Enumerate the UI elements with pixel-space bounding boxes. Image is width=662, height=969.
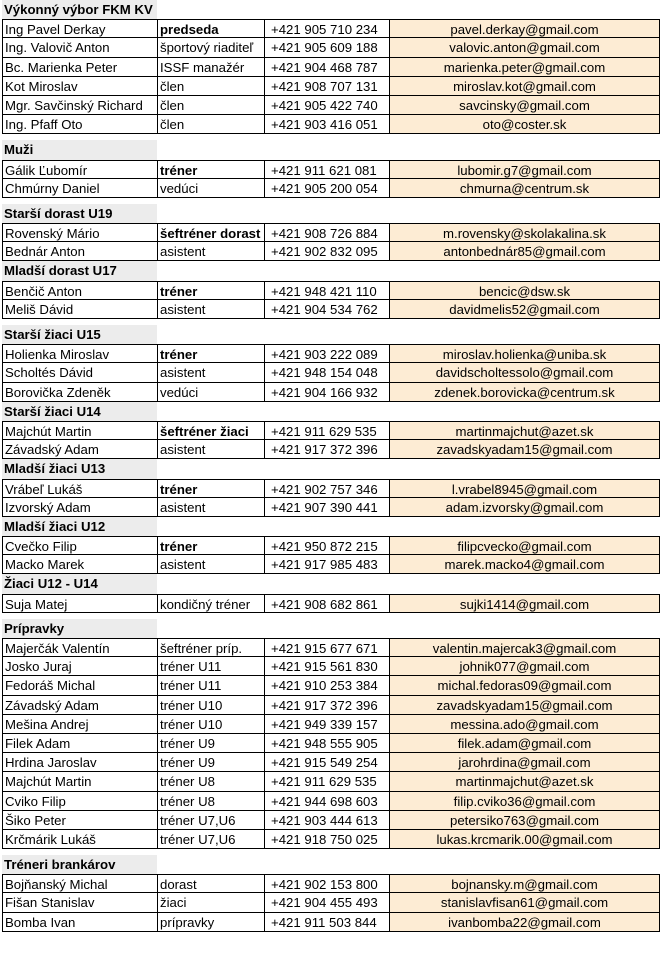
email-cell: adam.izvorsky@gmail.com: [389, 498, 660, 517]
section-header: [2, 619, 660, 638]
section-header-blank: [264, 619, 389, 638]
section-header-blank: [389, 204, 660, 223]
email-cell: chmurna@centrum.sk: [389, 179, 660, 198]
role-cell: člen: [157, 77, 264, 96]
email-cell: stanislavfisan61@gmail.com: [389, 893, 660, 912]
role-cell: tréner U8: [157, 772, 264, 791]
section-header-blank: [389, 517, 660, 536]
role-cell: tréner U10: [157, 696, 264, 715]
email-cell: filek.adam@gmail.com: [389, 734, 660, 753]
section-header-blank: [264, 261, 389, 280]
section-header-blank: [157, 204, 264, 223]
role-cell: tréner U9: [157, 734, 264, 753]
email-cell: johnik077@gmail.com: [389, 657, 660, 676]
name-cell: Fišan Stanislav: [2, 893, 157, 912]
role-cell: asistent: [157, 300, 264, 319]
section-header-blank: [389, 459, 660, 478]
name-cell: Ing Pavel Derkay: [2, 19, 157, 38]
email-cell: valovic.anton@gmail.com: [389, 38, 660, 57]
table-row: [2, 19, 660, 38]
name-cell: Majerčák Valentín: [2, 638, 157, 657]
section-title: Starší dorast U19: [2, 204, 157, 223]
section-title: Starší žiaci U14: [2, 402, 157, 421]
phone-cell: +421 903 444 613: [264, 811, 389, 830]
table-row: [2, 363, 660, 382]
phone-cell: +421 908 707 131: [264, 77, 389, 96]
email-cell: bencic@dsw.sk: [389, 281, 660, 300]
table-row: [2, 734, 660, 753]
phone-cell: +421 917 372 396: [264, 696, 389, 715]
table-row: [2, 657, 660, 676]
phone-cell: +421 948 421 110: [264, 281, 389, 300]
role-cell: tréner U8: [157, 792, 264, 811]
name-cell: Bc. Marienka Peter: [2, 58, 157, 77]
role-cell: tréner U11: [157, 676, 264, 695]
table-row: [2, 179, 660, 198]
email-cell: l.vrabel8945@gmail.com: [389, 479, 660, 498]
role-cell: tréner U7,U6: [157, 830, 264, 849]
email-cell: antonbednár85@gmail.com: [389, 242, 660, 261]
email-cell: michal.fedoras09@gmail.com: [389, 676, 660, 695]
section-header-blank: [157, 517, 264, 536]
section-title: Mladší žiaci U12: [2, 517, 157, 536]
table-row: [2, 242, 660, 261]
role-cell: šeftréner žiaci: [157, 421, 264, 440]
name-cell: Mgr. Savčinský Richard: [2, 96, 157, 115]
section-title: Tréneri brankárov: [2, 855, 157, 874]
table-row: [2, 300, 660, 319]
section-header: [2, 0, 660, 19]
section-header-blank: [389, 855, 660, 874]
name-cell: Ing. Pfaff Oto: [2, 115, 157, 134]
phone-cell: +421 911 621 081: [264, 160, 389, 179]
phone-cell: +421 911 629 535: [264, 421, 389, 440]
role-cell: predseda: [157, 19, 264, 38]
role-cell: člen: [157, 115, 264, 134]
phone-cell: +421 902 153 800: [264, 874, 389, 893]
section-header-blank: [264, 0, 389, 19]
role-cell: tréner U11: [157, 657, 264, 676]
role-cell: tréner U7,U6: [157, 811, 264, 830]
phone-cell: +421 907 390 441: [264, 498, 389, 517]
name-cell: Ing. Valovič Anton: [2, 38, 157, 57]
section-header: [2, 204, 660, 223]
name-cell: Kot Miroslav: [2, 77, 157, 96]
table-row: [2, 498, 660, 517]
name-cell: Meliš Dávid: [2, 300, 157, 319]
section-header: [2, 517, 660, 536]
email-cell: davidscholtessolo@gmail.com: [389, 363, 660, 382]
section-header-blank: [389, 0, 660, 19]
phone-cell: +421 903 222 089: [264, 344, 389, 363]
phone-cell: +421 902 757 346: [264, 479, 389, 498]
email-cell: zdenek.borovicka@centrum.sk: [389, 383, 660, 402]
table-row: [2, 811, 660, 830]
phone-cell: +421 904 468 787: [264, 58, 389, 77]
section-header-blank: [157, 459, 264, 478]
section-header-blank: [157, 619, 264, 638]
role-cell: šeftréner dorast: [157, 223, 264, 242]
section-header-blank: [264, 325, 389, 344]
name-cell: Gálik Ľubomír: [2, 160, 157, 179]
section-title: Žiaci U12 - U14: [2, 574, 157, 593]
section-header: [2, 140, 660, 159]
email-cell: pavel.derkay@gmail.com: [389, 19, 660, 38]
section-header: [2, 855, 660, 874]
section-header-blank: [264, 517, 389, 536]
name-cell: Josko Juraj: [2, 657, 157, 676]
email-cell: valentin.majercak3@gmail.com: [389, 638, 660, 657]
table-row: [2, 38, 660, 57]
role-cell: kondičný tréner: [157, 594, 264, 613]
section-title: Prípravky: [2, 619, 157, 638]
role-cell: asistent: [157, 498, 264, 517]
role-cell: člen: [157, 96, 264, 115]
phone-cell: +421 905 200 054: [264, 179, 389, 198]
table-row: [2, 913, 660, 932]
email-cell: filipcvecko@gmail.com: [389, 536, 660, 555]
name-cell: Filek Adam: [2, 734, 157, 753]
table-row: [2, 792, 660, 811]
role-cell: vedúci: [157, 383, 264, 402]
email-cell: messina.ado@gmail.com: [389, 715, 660, 734]
phone-cell: +421 917 372 396: [264, 440, 389, 459]
table-row: [2, 555, 660, 574]
name-cell: Chmúrny Daniel: [2, 179, 157, 198]
table-row: [2, 676, 660, 695]
table-row: [2, 421, 660, 440]
phone-cell: +421 904 455 493: [264, 893, 389, 912]
table-row: [2, 58, 660, 77]
phone-cell: +421 902 832 095: [264, 242, 389, 261]
name-cell: Scholtés Dávid: [2, 363, 157, 382]
email-cell: jarohrdina@gmail.com: [389, 753, 660, 772]
table-row: [2, 536, 660, 555]
section-header-blank: [389, 574, 660, 593]
phone-cell: +421 915 561 830: [264, 657, 389, 676]
email-cell: miroslav.holienka@uniba.sk: [389, 344, 660, 363]
email-cell: bojnansky.m@gmail.com: [389, 874, 660, 893]
name-cell: Mešina Andrej: [2, 715, 157, 734]
phone-cell: +421 950 872 215: [264, 536, 389, 555]
table-row: [2, 830, 660, 849]
email-cell: savcinsky@gmail.com: [389, 96, 660, 115]
phone-cell: +421 948 555 905: [264, 734, 389, 753]
section-header-blank: [264, 402, 389, 421]
phone-cell: +421 948 154 048: [264, 363, 389, 382]
email-cell: ivanbomba22@gmail.com: [389, 913, 660, 932]
section-header-blank: [264, 855, 389, 874]
section-header-blank: [264, 204, 389, 223]
role-cell: tréner U10: [157, 715, 264, 734]
table-row: [2, 638, 660, 657]
phone-cell: +421 908 682 861: [264, 594, 389, 613]
name-cell: Benčič Anton: [2, 281, 157, 300]
phone-cell: +421 903 416 051: [264, 115, 389, 134]
email-cell: filip.cviko36@gmail.com: [389, 792, 660, 811]
role-cell: tréner: [157, 281, 264, 300]
table-row: [2, 77, 660, 96]
phone-cell: +421 905 609 188: [264, 38, 389, 57]
email-cell: sujki1414@gmail.com: [389, 594, 660, 613]
name-cell: Holienka Miroslav: [2, 344, 157, 363]
name-cell: Bomba Ivan: [2, 913, 157, 932]
role-cell: tréner: [157, 536, 264, 555]
section-header-blank: [389, 261, 660, 280]
email-cell: martinmajchut@azet.sk: [389, 421, 660, 440]
phone-cell: +421 915 677 671: [264, 638, 389, 657]
name-cell: Borovička Zdeněk: [2, 383, 157, 402]
section-title: Výkonný výbor FKM KV: [2, 0, 157, 19]
phone-cell: +421 944 698 603: [264, 792, 389, 811]
phone-cell: +421 904 166 932: [264, 383, 389, 402]
section-header-blank: [157, 0, 264, 19]
phone-cell: +421 911 503 844: [264, 913, 389, 932]
section-header: [2, 574, 660, 593]
email-cell: marienka.peter@gmail.com: [389, 58, 660, 77]
table-row: [2, 344, 660, 363]
email-cell: oto@coster.sk: [389, 115, 660, 134]
name-cell: Rovenský Mário: [2, 223, 157, 242]
section-header-blank: [157, 402, 264, 421]
section-header-blank: [389, 402, 660, 421]
name-cell: Závadský Adam: [2, 440, 157, 459]
name-cell: Suja Matej: [2, 594, 157, 613]
section-header: [2, 325, 660, 344]
email-cell: marek.macko4@gmail.com: [389, 555, 660, 574]
role-cell: asistent: [157, 555, 264, 574]
table-row: [2, 281, 660, 300]
name-cell: Majchút Martin: [2, 421, 157, 440]
section-header-blank: [264, 140, 389, 159]
table-row: [2, 479, 660, 498]
name-cell: Cvečko Filip: [2, 536, 157, 555]
email-cell: davidmelis52@gmail.com: [389, 300, 660, 319]
phone-cell: +421 918 750 025: [264, 830, 389, 849]
phone-cell: +421 917 985 483: [264, 555, 389, 574]
section-title: Muži: [2, 140, 157, 159]
phone-cell: +421 904 534 762: [264, 300, 389, 319]
role-cell: asistent: [157, 440, 264, 459]
section-header: [2, 402, 660, 421]
name-cell: Šiko Peter: [2, 811, 157, 830]
name-cell: Cviko Filip: [2, 792, 157, 811]
section-header-blank: [157, 855, 264, 874]
phone-cell: +421 949 339 157: [264, 715, 389, 734]
table-row: [2, 772, 660, 791]
phone-cell: +421 908 726 884: [264, 223, 389, 242]
section-header-blank: [389, 325, 660, 344]
contact-sheet: [2, 0, 660, 932]
name-cell: Bednár Anton: [2, 242, 157, 261]
role-cell: tréner: [157, 344, 264, 363]
table-row: [2, 874, 660, 893]
role-cell: športový riaditeľ: [157, 38, 264, 57]
role-cell: tréner: [157, 160, 264, 179]
section-header-blank: [389, 140, 660, 159]
email-cell: lubomir.g7@gmail.com: [389, 160, 660, 179]
email-cell: m.rovensky@skolakalina.sk: [389, 223, 660, 242]
name-cell: Vrábeľ Lukáš: [2, 479, 157, 498]
name-cell: Krčmárik Lukáš: [2, 830, 157, 849]
role-cell: ISSF manažér: [157, 58, 264, 77]
section-title: Mladší žiaci U13: [2, 459, 157, 478]
table-row: [2, 383, 660, 402]
role-cell: prípravky: [157, 913, 264, 932]
role-cell: tréner: [157, 479, 264, 498]
role-cell: vedúci: [157, 179, 264, 198]
role-cell: šeftréner príp.: [157, 638, 264, 657]
section-header-blank: [157, 140, 264, 159]
name-cell: Fedoráš Michal: [2, 676, 157, 695]
table-row: [2, 96, 660, 115]
phone-cell: +421 905 422 740: [264, 96, 389, 115]
section-header-blank: [157, 261, 264, 280]
email-cell: martinmajchut@azet.sk: [389, 772, 660, 791]
section-header: [2, 459, 660, 478]
phone-cell: +421 910 253 384: [264, 676, 389, 695]
name-cell: Bojňanský Michal: [2, 874, 157, 893]
section-header: [2, 261, 660, 280]
section-header-blank: [264, 574, 389, 593]
name-cell: Izvorský Adam: [2, 498, 157, 517]
phone-cell: +421 911 629 535: [264, 772, 389, 791]
section-title: Starší žiaci U15: [2, 325, 157, 344]
name-cell: Hrdina Jaroslav: [2, 753, 157, 772]
role-cell: asistent: [157, 242, 264, 261]
email-cell: zavadskyadam15@gmail.com: [389, 696, 660, 715]
email-cell: lukas.krcmarik.00@gmail.com: [389, 830, 660, 849]
table-row: [2, 223, 660, 242]
section-title: Mladší dorast U17: [2, 261, 157, 280]
section-header-blank: [389, 619, 660, 638]
table-row: [2, 753, 660, 772]
table-row: [2, 696, 660, 715]
role-cell: žiaci: [157, 893, 264, 912]
table-row: [2, 893, 660, 912]
role-cell: dorast: [157, 874, 264, 893]
name-cell: Macko Marek: [2, 555, 157, 574]
phone-cell: +421 915 549 254: [264, 753, 389, 772]
table-row: [2, 594, 660, 613]
table-row: [2, 715, 660, 734]
email-cell: petersiko763@gmail.com: [389, 811, 660, 830]
section-header-blank: [157, 325, 264, 344]
section-header-blank: [264, 459, 389, 478]
email-cell: zavadskyadam15@gmail.com: [389, 440, 660, 459]
table-row: [2, 160, 660, 179]
role-cell: asistent: [157, 363, 264, 382]
section-header-blank: [157, 574, 264, 593]
email-cell: miroslav.kot@gmail.com: [389, 77, 660, 96]
name-cell: Majchút Martin: [2, 772, 157, 791]
table-row: [2, 440, 660, 459]
phone-cell: +421 905 710 234: [264, 19, 389, 38]
role-cell: tréner U9: [157, 753, 264, 772]
name-cell: Závadský Adam: [2, 696, 157, 715]
table-row: [2, 115, 660, 134]
